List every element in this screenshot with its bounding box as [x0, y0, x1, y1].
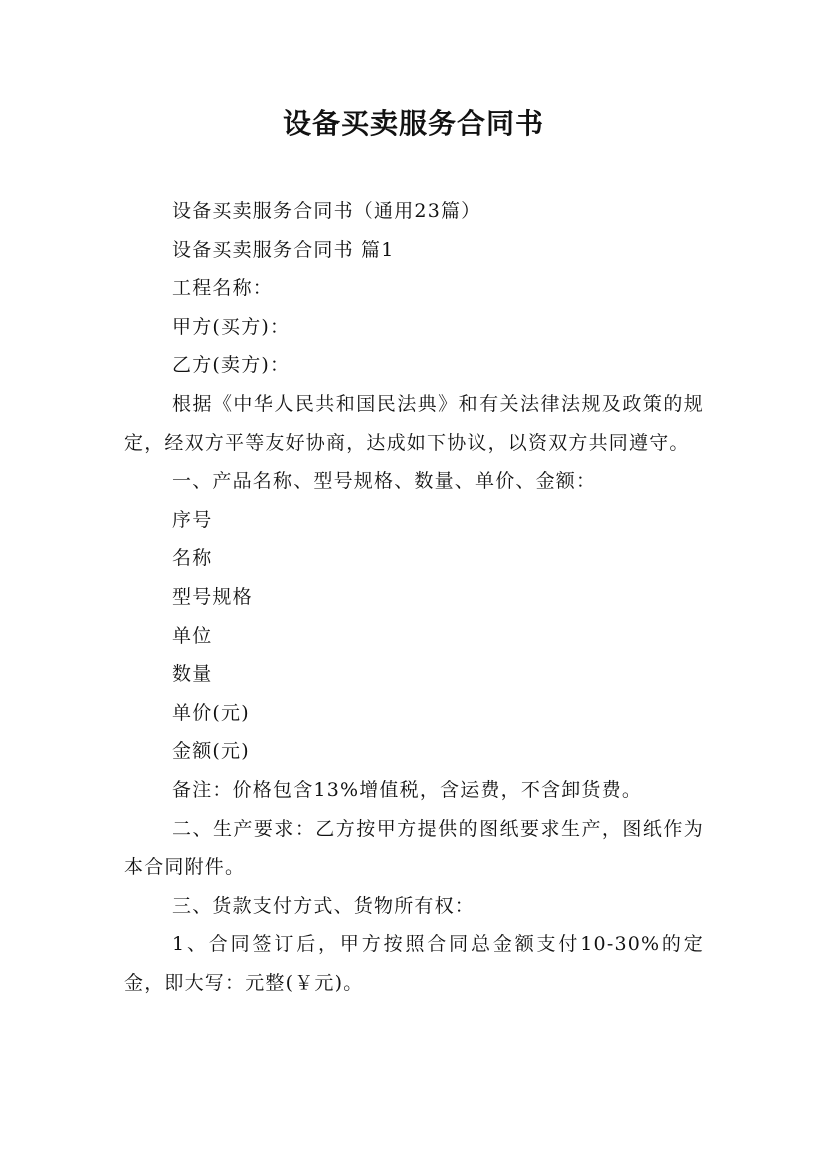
document-title: 设备买卖服务合同书 [282, 107, 544, 140]
paragraph-clause-3-1: 1、合同签订后，甲方按照合同总金额支付10-30%的定金，即大写：元整(￥元)。 [124, 933, 704, 994]
paragraph-item-unit: 单位 [172, 624, 213, 647]
paragraph-preamble: 根据《中华人民共和国民法典》和有关法律法规及政策的规定，经双方平等友好协商，达成如下协议，以资双方共同遵守。 [124, 392, 704, 454]
paragraph-section-heading: 设备买卖服务合同书 篇1 [172, 238, 395, 261]
paragraph-item-model: 型号规格 [172, 585, 253, 608]
paragraph-party-b: 乙方(卖方)： [172, 354, 291, 377]
paragraph-item-name: 名称 [172, 547, 213, 570]
document-body [124, 192, 704, 1002]
paragraph-item-unit-price: 单价(元) [172, 701, 250, 724]
paragraph-party-a: 甲方(买方)： [172, 315, 291, 338]
paragraph-clause-3-heading: 三、货款支付方式、货物所有权： [172, 894, 476, 917]
paragraph-remark: 备注：价格包含13%增值税，含运费，不含卸货费。 [172, 778, 643, 801]
paragraph-subtitle: 设备买卖服务合同书（通用23篇） [172, 200, 482, 222]
paragraph-project-name: 工程名称： [172, 277, 274, 300]
paragraph-item-serial: 序号 [172, 508, 213, 531]
paragraph-clause-2: 二、生产要求：乙方按甲方提供的图纸要求生产，图纸作为本合同附件。 [124, 817, 704, 879]
paragraph-item-amount: 金额(元) [172, 740, 250, 763]
paragraph-clause-1-heading: 一、产品名称、型号规格、数量、单价、金额： [172, 470, 597, 493]
paragraph-item-quantity: 数量 [172, 663, 213, 686]
